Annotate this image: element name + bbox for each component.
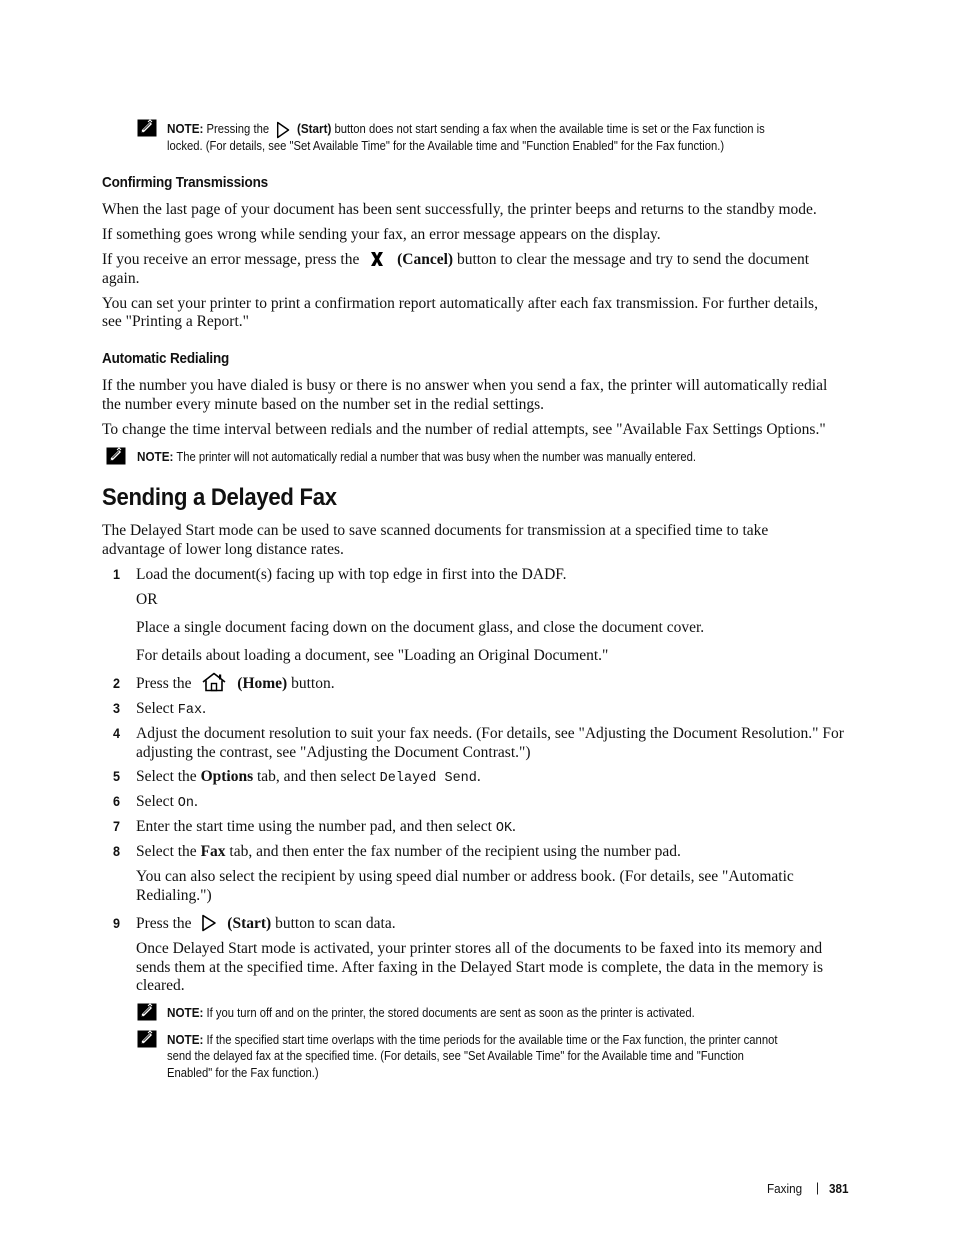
confirming-paragraph-2: If something goes wrong while sending your fax, an error message appears on the display. xyxy=(102,226,661,243)
step-9-text: Press the (Start) button to scan data. xyxy=(136,915,396,932)
step-number: 2 xyxy=(113,675,121,691)
step-number: 4 xyxy=(113,725,121,741)
note-redial: NOTE: The printer will not automatically redial a number that was busy when the number was manually entered. xyxy=(137,449,696,464)
step-1-text: Load the document(s) facing up with top edge in first into the DADF. xyxy=(136,566,567,583)
step-3-text: Select Fax. xyxy=(136,700,206,718)
step-8-text: Select the Fax tab, and then enter the fax number of the recipient using the number pad. xyxy=(136,843,681,860)
footer-separator: | xyxy=(816,1180,820,1195)
note-start-time-overlap-line3: Enabled" for the Fax function.) xyxy=(167,1066,319,1080)
redialing-paragraph-1-line2: the number every minute based on the number set in the redial settings. xyxy=(102,396,545,413)
note-pencil-icon xyxy=(137,119,157,137)
step-6-text: Select On. xyxy=(136,793,198,811)
step-number: 8 xyxy=(113,843,121,859)
step-number: 1 xyxy=(113,566,121,582)
confirming-paragraph-3: If you receive an error message, press the (Cancel) button to clear the message and try to send the document xyxy=(102,251,810,268)
delayed-intro: The Delayed Start mode can be used to save scanned documents for transmission at a specified time to take xyxy=(102,522,769,539)
step-number: 7 xyxy=(113,818,121,834)
step-4-text: Adjust the document resolution to suit your fax needs. (For details, see "Adjusting the Document Resolution." For xyxy=(136,725,844,742)
confirming-paragraph-4: You can set your printer to print a confirmation report automatically after each fax transmission. For further details, xyxy=(102,295,818,312)
note-start-time-overlap-line2: send the delayed fax at the specified time. (For details, see "Set Available Time" for the Available time and "Function xyxy=(167,1049,744,1063)
step-number: 3 xyxy=(113,700,121,716)
note-stored-documents: NOTE: If you turn off and on the printer, the stored documents are sent as soon as the printer is activated. xyxy=(167,1005,695,1020)
step-9-paragraph: Once Delayed Start mode is activated, your printer stores all of the documents to be faxed into its memory and xyxy=(136,940,823,957)
note-label: NOTE: xyxy=(167,121,204,136)
note-start-button-line2: locked. (For details, see "Set Available Time" for the Available time and "Function Enabled" for the Fax function.) xyxy=(167,139,725,153)
step-8-extra: You can also select the recipient by using speed dial number or address book. (For details, see "Automatic xyxy=(136,868,794,885)
cancel-icon xyxy=(369,251,385,267)
page-number: 381 xyxy=(829,1181,849,1196)
confirming-paragraph-4-line2: see "Printing a Report." xyxy=(102,313,249,330)
step-number: 6 xyxy=(113,793,121,809)
step-1-or: OR xyxy=(136,591,158,608)
redialing-paragraph-1: If the number you have dialed is busy or there is no answer when you send a fax, the printer will automatically redial xyxy=(102,377,828,394)
start-icon xyxy=(276,121,290,139)
confirming-paragraph-3-line2: again. xyxy=(102,270,140,287)
step-1-alt: Place a single document facing down on the document glass, and close the document cover. xyxy=(136,619,705,636)
note-pencil-icon xyxy=(137,1030,157,1048)
step-number: 9 xyxy=(113,915,121,931)
step-2-text: Press the (Home) button. xyxy=(136,674,335,693)
step-1-details: For details about loading a document, see "Loading an Original Document." xyxy=(136,647,609,664)
redialing-paragraph-2: To change the time interval between redials and the number of redial attempts, see "Available Fax Settings Options." xyxy=(102,421,826,438)
note-pencil-icon xyxy=(137,1003,157,1021)
step-9-paragraph-line2: sends them at the specified time. After faxing in the Delayed Start mode is complete, the data in the memory is xyxy=(136,959,823,976)
step-7-text: Enter the start time using the number pad, and then select OK. xyxy=(136,818,516,836)
step-9-paragraph-line3: cleared. xyxy=(136,977,185,994)
page-title: Sending a Delayed Fax xyxy=(102,484,337,511)
step-5-text: Select the Options tab, and then select Delayed Send. xyxy=(136,768,481,786)
delayed-intro-line2: advantage of lower long distance rates. xyxy=(102,541,344,558)
note-pencil-icon xyxy=(106,447,126,465)
step-8-extra-line2: Redialing.") xyxy=(136,887,212,904)
footer-section: Faxing xyxy=(767,1181,803,1196)
note-start-time-overlap: NOTE: If the specified start time overlaps with the time periods for the available time or the Fax function, the printer cannot xyxy=(167,1032,778,1047)
start-icon xyxy=(201,914,217,932)
home-icon xyxy=(201,672,227,692)
heading-automatic-redialing: Automatic Redialing xyxy=(102,350,230,367)
step-number: 5 xyxy=(113,768,121,784)
note-start-button: NOTE: Pressing the (Start) button does not start sending a fax when the available time is set or the Fax function is xyxy=(167,120,765,139)
step-4-text-line2: adjusting the contrast, see "Adjusting the Document Contrast.") xyxy=(136,744,531,761)
confirming-paragraph-1: When the last page of your document has been sent successfully, the printer beeps and returns to the standby mode. xyxy=(102,201,817,218)
heading-confirming-transmissions: Confirming Transmissions xyxy=(102,174,268,191)
